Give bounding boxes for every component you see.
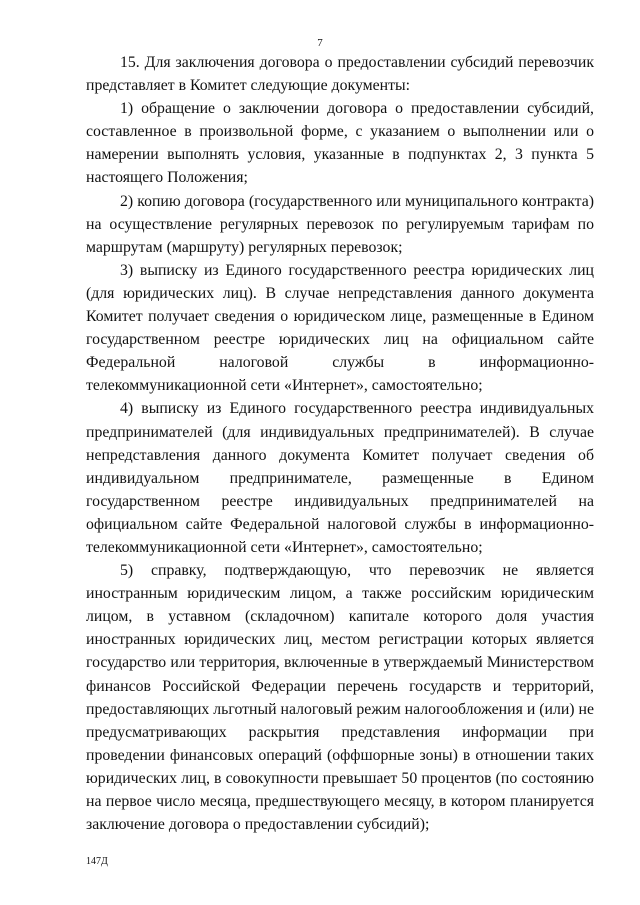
paragraph-15-intro: 15. Для заключения договора о предоставлении субсидий перевозчик представляет в Комитет следующие документы: <box>86 54 594 95</box>
list-item-5-certificate: 5) справку, подтверждающую, что перевозчик не является иностранным юридическим лицом, а также российским юридическим лицом, в уставном (складочном) капитале которого доля участия иностранных юридических лиц, местом регистрации которых является государство или территория, включенные в утверждаемый Министерством финансов Российской Федерации перечень государств и территорий, предоставляющих льготный налоговый режим налогообложения и (или) не предусматривающих раскрытия представления информации при проведении финансовых операций (оффшорные зоны) в отношении таких юридических лиц, в совокупности превышает 50 процентов (по состоянию на первое число месяца, предшествующего месяцу, в котором планируется заключение договора о предоставлении субсидий); <box>86 562 594 834</box>
list-item-2-contract-copy: 2) копию договора (государственного или муниципального контракта) на осуществление регулярных перевозок по регулируемым тарифам по маршрутам (маршруту) регулярных перевозок; <box>86 192 594 256</box>
list-item-4-entrepreneurs-extract: 4) выписку из Единого государственного реестра индивидуальных предпринимателей (для индивидуальных предпринимателей). В случае непредставления данного документа Комитет получает сведения об индивидуальном предпринимателе, размещенные в Едином государственном реестре индивидуальных предпринимателей на официальном сайте Федеральной налоговой службы в информационно-телекоммуникационной сети «Интернет», самостоятельно; <box>86 400 594 556</box>
footer-document-code: 147Д <box>86 856 108 867</box>
page-number: 7 <box>317 37 323 49</box>
list-item-1-appeal: 1) обращение о заключении договора о предоставлении субсидий, составленное в произвольной форме, с указанием о выполнении или о намерении выполнять условия, указанные в подпунктах 2, 3 пункта 5 настоящего Положения; <box>86 100 594 187</box>
list-item-3-legal-entities-extract: 3) выписку из Единого государственного реестра юридических лиц (для юридических лиц). В случае непредставления данного документа Комитет получает сведения о юридическом лице, размещенные в Едином государственном реестре юридических лиц на официальном сайте Федеральной налоговой службы в информационно-телекоммуникационной сети «Интернет», самостоятельно; <box>86 261 594 395</box>
document-body <box>86 51 594 836</box>
